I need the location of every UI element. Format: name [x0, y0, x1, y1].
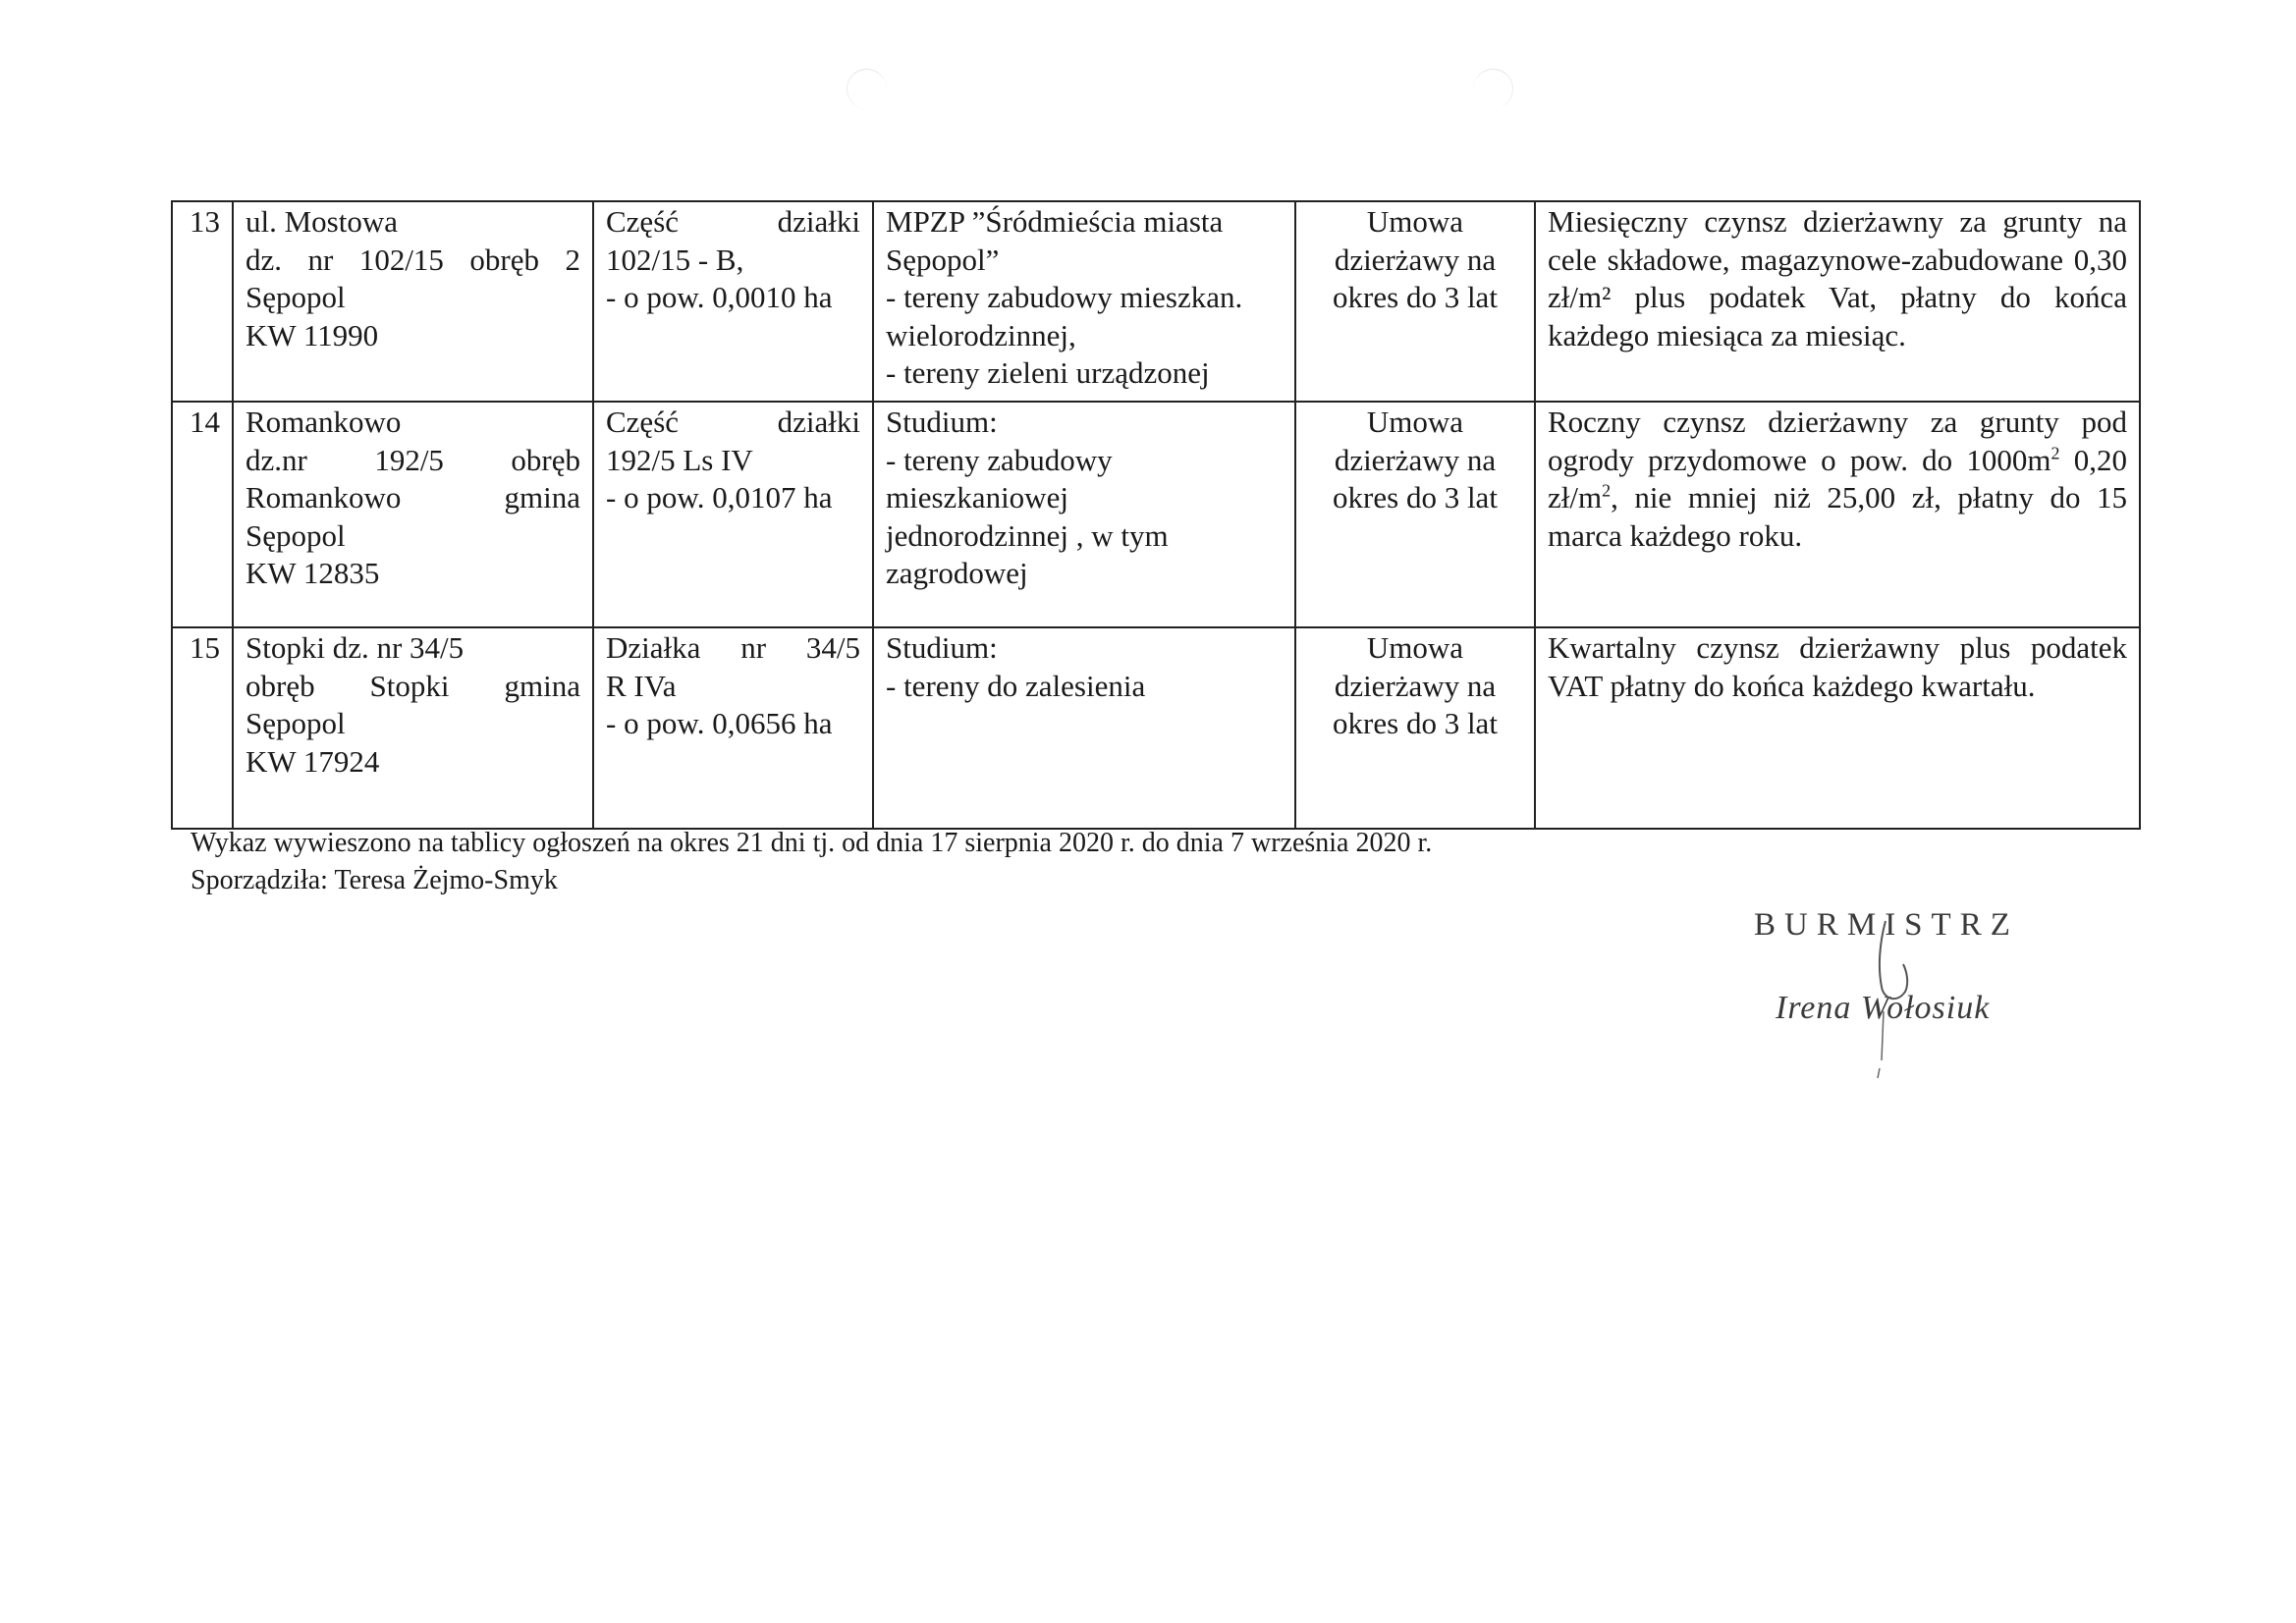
zoning-cell [873, 627, 1295, 829]
lease-table [171, 200, 2141, 830]
mayor-title-stamp: BURMISTRZ [1754, 907, 2019, 943]
plot-part-line: 192/5 Ls IV [606, 442, 753, 477]
plot-part-cell [593, 402, 873, 627]
zoning-line: - tereny do zalesienia [886, 668, 1146, 703]
location-line: Sępopol [246, 706, 346, 740]
table-row [172, 627, 2140, 829]
rent-text: , nie mniej niż 25,00 zł, płatny do 15 marca każdego roku. [1548, 480, 2127, 553]
superscript: 2 [2050, 443, 2060, 463]
lease-form-cell [1295, 201, 1535, 402]
location-line: Sępopol [246, 517, 346, 553]
rent-cell: Miesięczny czynsz dzierżawny za grunty na cele składowe, magazynowe-zabudowane 0,30 zł/m² plus podatek Vat, płatny do końca każdego miesiąca za miesiąc. [1535, 201, 2140, 402]
lease-form-cell [1295, 402, 1535, 627]
scan-artifact [1473, 69, 1513, 109]
row-number: 14 [172, 402, 233, 627]
location-line: Stopki dz. nr 34/5 [246, 630, 465, 665]
location-line: KW 11990 [246, 317, 379, 352]
rent-cell: Kwartalny czynsz dzierżawny plus podatek VAT płatny do końca każdego kwartału. [1535, 627, 2140, 829]
zoning-line: Studium: [886, 630, 998, 665]
location-line: Sępopol [246, 280, 346, 314]
lease-form-line: dzierżawy na [1334, 442, 1497, 477]
zoning-line: Sępopol” [886, 242, 1000, 277]
superscript: 2 [1602, 480, 1612, 501]
zoning-line: - tereny zabudowy [886, 442, 1113, 477]
prepared-by: Sporządziła: Teresa Żejmo-Smyk [191, 865, 558, 895]
table-row [172, 402, 2140, 627]
location-line: dz. nr 102/15 obręb 2 [246, 242, 580, 277]
plot-part-line: Część działki [606, 204, 860, 239]
plot-part-line: - o pow. 0,0656 ha [606, 706, 833, 740]
posting-notice: Wykaz wywieszono na tablicy ogłoszeń na okres 21 dni tj. od dnia 17 sierpnia 2020 r. do dnia 7 września 2020 r. [191, 828, 1433, 858]
zoning-line: Studium: [886, 405, 998, 439]
zoning-line: zagrodowej [886, 556, 1028, 590]
handwritten-signature-icon [1856, 913, 1935, 1080]
location-line: dz.nr 192/5 obręb [246, 442, 580, 477]
plot-part-line: Działka nr 34/5 [606, 630, 860, 665]
location-line: KW 12835 [246, 556, 380, 590]
location-cell [233, 627, 593, 829]
plot-part-line: 102/15 - B, [606, 242, 744, 277]
zoning-line: wielorodzinnej, [886, 317, 1076, 352]
rent-cell [1535, 402, 2140, 627]
location-line: KW 17924 [246, 743, 380, 779]
plot-part-line: - o pow. 0,0107 ha [606, 480, 833, 514]
lease-form-line: Umowa [1366, 405, 1464, 439]
zoning-cell [873, 402, 1295, 627]
row-number: 13 [172, 201, 233, 402]
zoning-line: MPZP ”Śródmieścia miasta [886, 204, 1224, 239]
lease-form-line: okres do 3 lat [1333, 480, 1498, 514]
lease-form-line: Umowa [1366, 204, 1464, 239]
lease-form-cell [1295, 627, 1535, 829]
scan-artifact [847, 69, 887, 109]
location-line: Romankowo gmina [246, 480, 580, 514]
rent-text: Roczny czynsz dzierżawny za grunty pod ogrody przydomowe o pow. do 1000m [1548, 405, 2127, 477]
plot-part-line: Część działki [606, 405, 860, 439]
lease-form-line: dzierżawy na [1334, 242, 1497, 277]
lease-form-line: okres do 3 lat [1333, 280, 1498, 314]
plot-part-cell [593, 201, 873, 402]
zoning-line: - tereny zieleni urządzonej [886, 355, 1210, 390]
zoning-line: mieszkaniowej [886, 480, 1068, 514]
mayor-name-stamp: Irena Wołosiuk [1776, 990, 1991, 1026]
table-row [172, 201, 2140, 402]
location-cell [233, 402, 593, 627]
plot-part-line: R IVa [606, 668, 677, 703]
plot-part-cell [593, 627, 873, 829]
lease-form-line: dzierżawy na [1334, 668, 1497, 703]
lease-form-line: okres do 3 lat [1333, 706, 1498, 740]
location-line: ul. Mostowa [246, 204, 398, 239]
lease-form-line: Umowa [1366, 630, 1464, 665]
rent-text: 0,20 zł/m [1548, 442, 2128, 514]
location-line: obręb Stopki gmina [246, 668, 580, 703]
zoning-cell [873, 201, 1295, 402]
location-cell [233, 201, 593, 402]
plot-part-line: - o pow. 0,0010 ha [606, 280, 833, 314]
zoning-line: jednorodzinnej , w tym [886, 517, 1169, 553]
zoning-line: - tereny zabudowy mieszkan. [886, 280, 1243, 314]
location-line: Romankowo [246, 405, 402, 439]
row-number: 15 [172, 627, 233, 829]
